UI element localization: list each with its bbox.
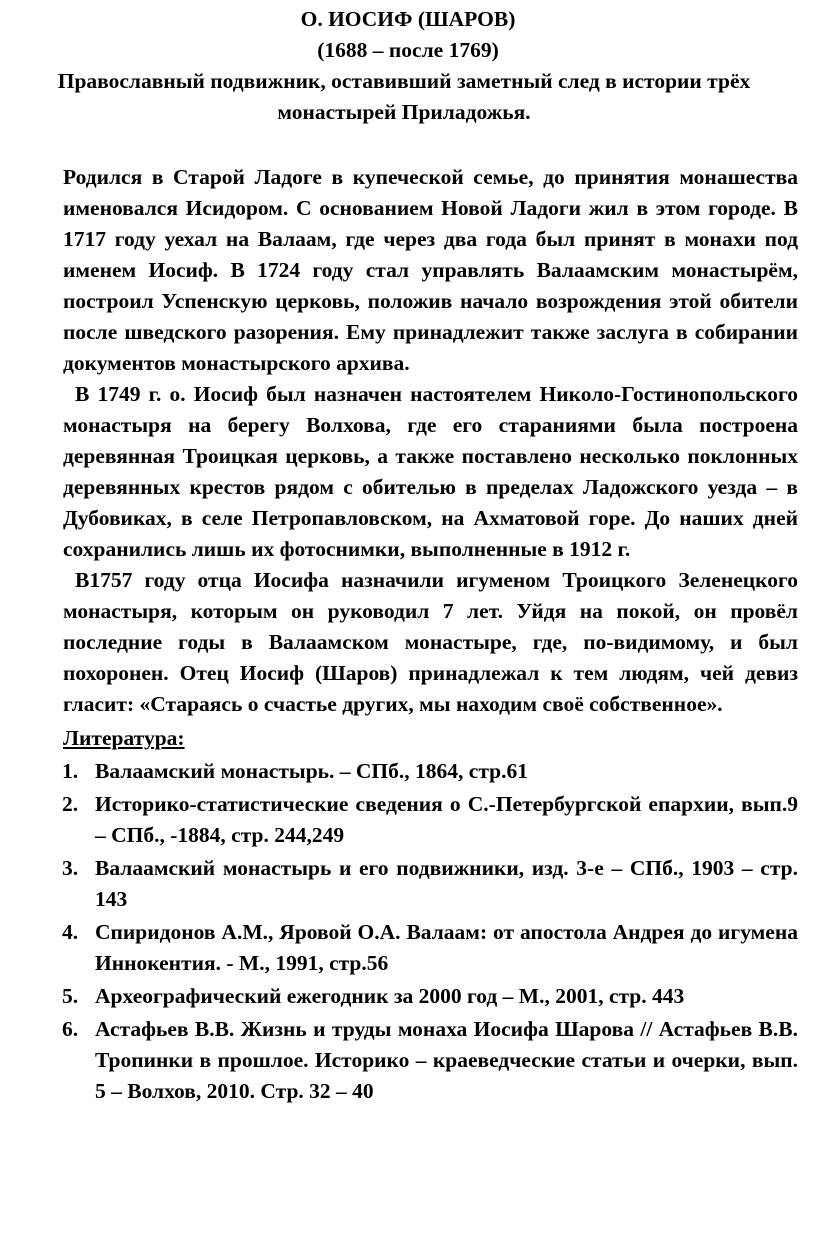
list-item (62, 1014, 798, 1107)
list-item (62, 789, 798, 851)
page-subtitle: Православный подвижник, оставивший заметный след в истории трёх монастырей Приладожья. (57, 69, 751, 124)
list-item (62, 917, 798, 979)
list-item (62, 756, 798, 787)
list-item-text: Археографический ежегодник за 2000 год – М., 2001, стр. 443 (95, 984, 685, 1008)
page-title: О. ИОСИФ (ШАРОВ) (300, 7, 516, 31)
list-item (62, 853, 798, 915)
biography-text (0, 162, 816, 720)
life-dates: (1688 – после 1769) (317, 38, 499, 62)
list-item-text: Астафьев В.В. Жизнь и труды монаха Иосифа Шарова // Астафьев В.В. Тропинки в прошлое. Историко – краеведческие статьи и очерки, вып. 5 – Волхов, 2010. Стр. 32 – 40 (95, 1017, 798, 1103)
literature-heading: Литература: (63, 726, 185, 750)
list-item-number: 4. (62, 920, 79, 944)
list-item-text: Историко-статистические сведения о С.-Петербургской епархии, вып.9 – СПб., -1884, стр. 244,249 (95, 792, 798, 847)
list-item-number: 1. (62, 759, 79, 783)
paragraph-zelenetsky: В1757 году отца Иосифа назначили игуменом Троицкого Зеленецкого монастыря, которым он руководил 7 лет. Уйдя на покой, он провёл последние годы в Валаамском монастыре, где, по-видимому, и был похоронен. Отец Иосиф (Шаров) принадлежал к тем людям, чей девиз гласит: «Стараясь о счастье других, мы находим своё собственное». (63, 568, 798, 716)
list-item-text: Спиридонов А.М., Яровой О.А. Валаам: от апостола Андрея до игумена Иннокентия. - М., 1991, стр.56 (95, 920, 798, 975)
list-item-text: Валаамский монастырь и его подвижники, изд. 3-е – СПб., 1903 – стр. 143 (95, 856, 798, 911)
list-item (62, 981, 798, 1012)
list-item-number: 2. (62, 792, 79, 816)
list-item-number: 6. (62, 1017, 79, 1041)
literature-list (0, 756, 816, 1107)
list-item-number: 5. (62, 984, 79, 1008)
list-item-text: Валаамский монастырь. – СПб., 1864, стр.61 (95, 759, 528, 783)
paragraph-gostinopolsky: В 1749 г. о. Иосиф был назначен настоятелем Николо-Гостинопольского монастыря на берегу Волхова, где его стараниями была построена деревянная Троицкая церковь, а также поставлено несколько поклонных деревянных крестов рядом с обителью в пределах Ладожского уезда – в Дубовиках, в селе Петропавловском, на Ахматовой горе. До наших дней сохранились лишь их фотоснимки, выполненные в 1912 г. (63, 382, 798, 561)
list-item-number: 3. (62, 856, 79, 880)
paragraph-early-life: Родился в Старой Ладоге в купеческой семье, до принятия монашества именовался Исидором. С основанием Новой Ладоги жил в этом городе. В 1717 году уехал на Валаам, где через два года был принят в монахи под именем Иосиф. В 1724 году стал управлять Валаамским монастырём, построил Успенскую церковь, положив начало возрождения этой обители после шведского разорения. Ему принадлежит также заслуга в собирании документов монастырского архива. (63, 165, 798, 375)
